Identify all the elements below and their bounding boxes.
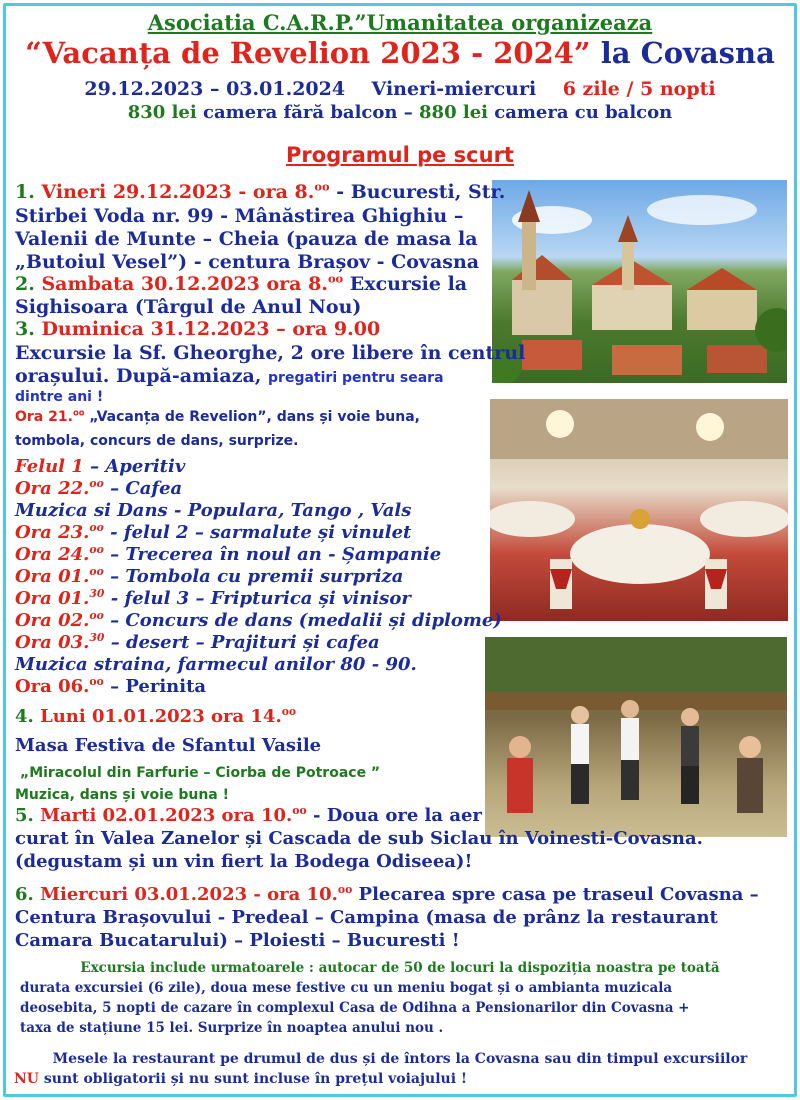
- price-no-balcony-desc: camera fără balcon –: [196, 102, 420, 123]
- day6-line2: Centura Brașovului - Predeal – Campina (masa de prânz la restaurant: [15, 907, 718, 928]
- day2-line2: Sighisoara (Târgul de Anul Nou): [15, 296, 362, 318]
- day1-time-sup: oo: [314, 179, 330, 194]
- price-no-balcony: 830 lei: [127, 102, 197, 123]
- day5-line3: (degustam și un vin fiert la Bodega Odiseea)!: [15, 851, 473, 872]
- day4-number: 4.: [15, 706, 41, 727]
- day5-line2: curat în Valea Zanelor și Cascada de sub Siclau în Voinesti-Covasna.: [15, 828, 703, 849]
- menu-item: Ora 01.$^{oo}$ – Tombola cu premii surpriza: [15, 565, 404, 587]
- day3-line5: [15, 409, 420, 425]
- banquet-hall-photo: [490, 399, 788, 621]
- day3-text-prep: pregatiri pentru seara: [268, 370, 444, 386]
- dates-line: [0, 78, 800, 100]
- weekdays: Vineri-miercuri: [371, 78, 537, 100]
- menu-item: Muzica si Dans - Populara, Tango , Vals: [15, 500, 412, 521]
- day3-line6: tombola, concurs de dans, surprize.: [15, 433, 299, 449]
- day2-date: Sambata 30.12.2023 ora 8.: [41, 273, 328, 295]
- day5-time-sup: oo: [292, 804, 307, 817]
- day4-line4: Muzica, dans și voie buna !: [15, 787, 230, 803]
- day6-line3: Camara Bucatarului) – Ploiesti – Bucuresti !: [15, 930, 460, 951]
- includes-line4: taxa de stațiune 15 lei. Surprize în noaptea anului nou .: [20, 1020, 444, 1036]
- event-title-place: la Covasna: [590, 36, 775, 70]
- day1-line3: Valenii de Munte – Cheia (pauza de masa la: [15, 228, 478, 250]
- day5-date: Marti 02.01.2023 ora 10.: [40, 805, 293, 826]
- menu-item: Ora 23.$^{oo}$ - felul 2 – sarmalute și vinulet: [15, 521, 412, 543]
- dancing-people-photo: [485, 637, 787, 837]
- menu-item: Ora 03.30 – desert – Prajituri și cafea: [15, 631, 380, 653]
- includes-line3: deosebita, 5 nopti de cazare în complexul Casa de Odihna a Pensionarilor din Covasna +: [20, 1000, 690, 1016]
- day4-date: Luni 01.01.2023 ora 14.: [40, 706, 282, 727]
- footer-line1: Mesele la restaurant pe drumul de dus și de întors la Covasna sau din timpul excursiilor: [52, 1051, 748, 1067]
- duration: 6 zile / 5 nopti: [562, 78, 716, 100]
- day1-number: 1.: [15, 181, 42, 203]
- menu-item: Muzica straina, farmecul anilor 80 - 90.: [15, 654, 417, 675]
- day2-text1: Excursie la: [343, 273, 468, 295]
- includes-line2: durata excursiei (6 zile), doua mese festive cu un meniu bogat și o ambianta muzicala: [20, 980, 673, 996]
- day4-time-sup: oo: [281, 705, 297, 718]
- day3-evening-sup: oo: [72, 407, 85, 418]
- day3-line4: dintre ani !: [15, 389, 104, 405]
- day6-line1: [15, 884, 759, 905]
- footer-nu: NU: [14, 1071, 40, 1087]
- day4-line1: [15, 706, 296, 727]
- sighisoara-photo: [492, 180, 787, 383]
- day3-line3: [15, 365, 444, 387]
- day1-line4: „Butoiul Vesel”) - centura Brașov - Covasna: [15, 251, 480, 273]
- menu-item: Felul 1 – Aperitiv: [15, 456, 186, 477]
- day3-number: 3.: [15, 318, 42, 340]
- day1-text1: - Bucuresti, Str.: [336, 181, 506, 203]
- day2-number: 2.: [15, 273, 42, 295]
- day3-date: Duminica 31.12.2023 – ora 9.00: [41, 318, 381, 340]
- day3-text-afternoon: orașului. După-amiaza,: [15, 365, 269, 387]
- event-title: [0, 36, 800, 70]
- day1-line1: [15, 181, 505, 203]
- date-range: 29.12.2023 – 03.01.2024: [84, 78, 346, 100]
- day5-number: 5.: [15, 805, 41, 826]
- day1-line2: Stirbei Voda nr. 99 - Mânăstirea Ghighiu –: [15, 205, 464, 227]
- prices-line: [0, 102, 800, 123]
- day3-evening-text: „Vacanța de Revelion”, dans și voie buna,: [84, 409, 420, 425]
- menu-item: Ora 02.$^{oo}$ – Concurs de dans (medalii și diplome): [15, 609, 502, 631]
- menu-item: Ora 06.$^{oo}$ – Perinita: [15, 675, 207, 697]
- day3-line2: Excursie la Sf. Gheorghe, 2 ore libere în centrul: [15, 342, 526, 364]
- day6-time-sup: oo: [337, 883, 353, 896]
- footer-line2: [14, 1071, 467, 1087]
- price-balcony: 880 lei: [419, 102, 488, 123]
- day6-date: Miercuri 03.01.2023 - ora 10.: [40, 884, 338, 905]
- event-title-quote: “Vacanța de Revelion 2023 - 2024”: [25, 36, 591, 70]
- menu-list: [15, 456, 502, 698]
- organizer-line: Asociatia C.A.R.P.”Umanitatea organizeaza: [147, 10, 653, 35]
- day5-text1: - Doua ore la aer: [306, 805, 482, 826]
- day3-evening-time: Ora 21.: [15, 409, 73, 425]
- hall-icon: [490, 399, 788, 621]
- day1-date: Vineri 29.12.2023 - ora 8.: [41, 181, 315, 203]
- includes-line1: Excursia include urmatoarele : autocar de 50 de locuri la dispoziția noastra pe toată: [80, 960, 720, 976]
- day6-number: 6.: [15, 884, 41, 905]
- day6-text1: Plecarea spre casa pe traseul Covasna –: [352, 884, 759, 905]
- dance-icon: [485, 637, 787, 837]
- town-icon: [492, 180, 787, 383]
- menu-item: Ora 22.$^{oo}$ – Cafea: [15, 477, 183, 499]
- day4-line2: Masa Festiva de Sfantul Vasile: [15, 735, 322, 756]
- day5-line1: [15, 805, 482, 826]
- program-heading: Programul pe scurt: [286, 143, 514, 167]
- day4-line3: „Miracolul din Farfurie – Ciorba de Potroace ”: [20, 765, 381, 781]
- footer-text: sunt obligatorii și nu sunt incluse în prețul voiajului !: [39, 1071, 468, 1087]
- menu-item: Ora 24.$^{oo}$ – Trecerea în noul an - Șampanie: [15, 543, 442, 565]
- day3-line1: [15, 318, 380, 340]
- menu-item: Ora 01.30 - felul 3 – Fripturica și vinisor: [15, 587, 411, 609]
- day2-line1: [15, 273, 467, 295]
- day2-time-sup: oo: [327, 271, 344, 286]
- price-balcony-desc: camera cu balcon: [487, 102, 673, 123]
